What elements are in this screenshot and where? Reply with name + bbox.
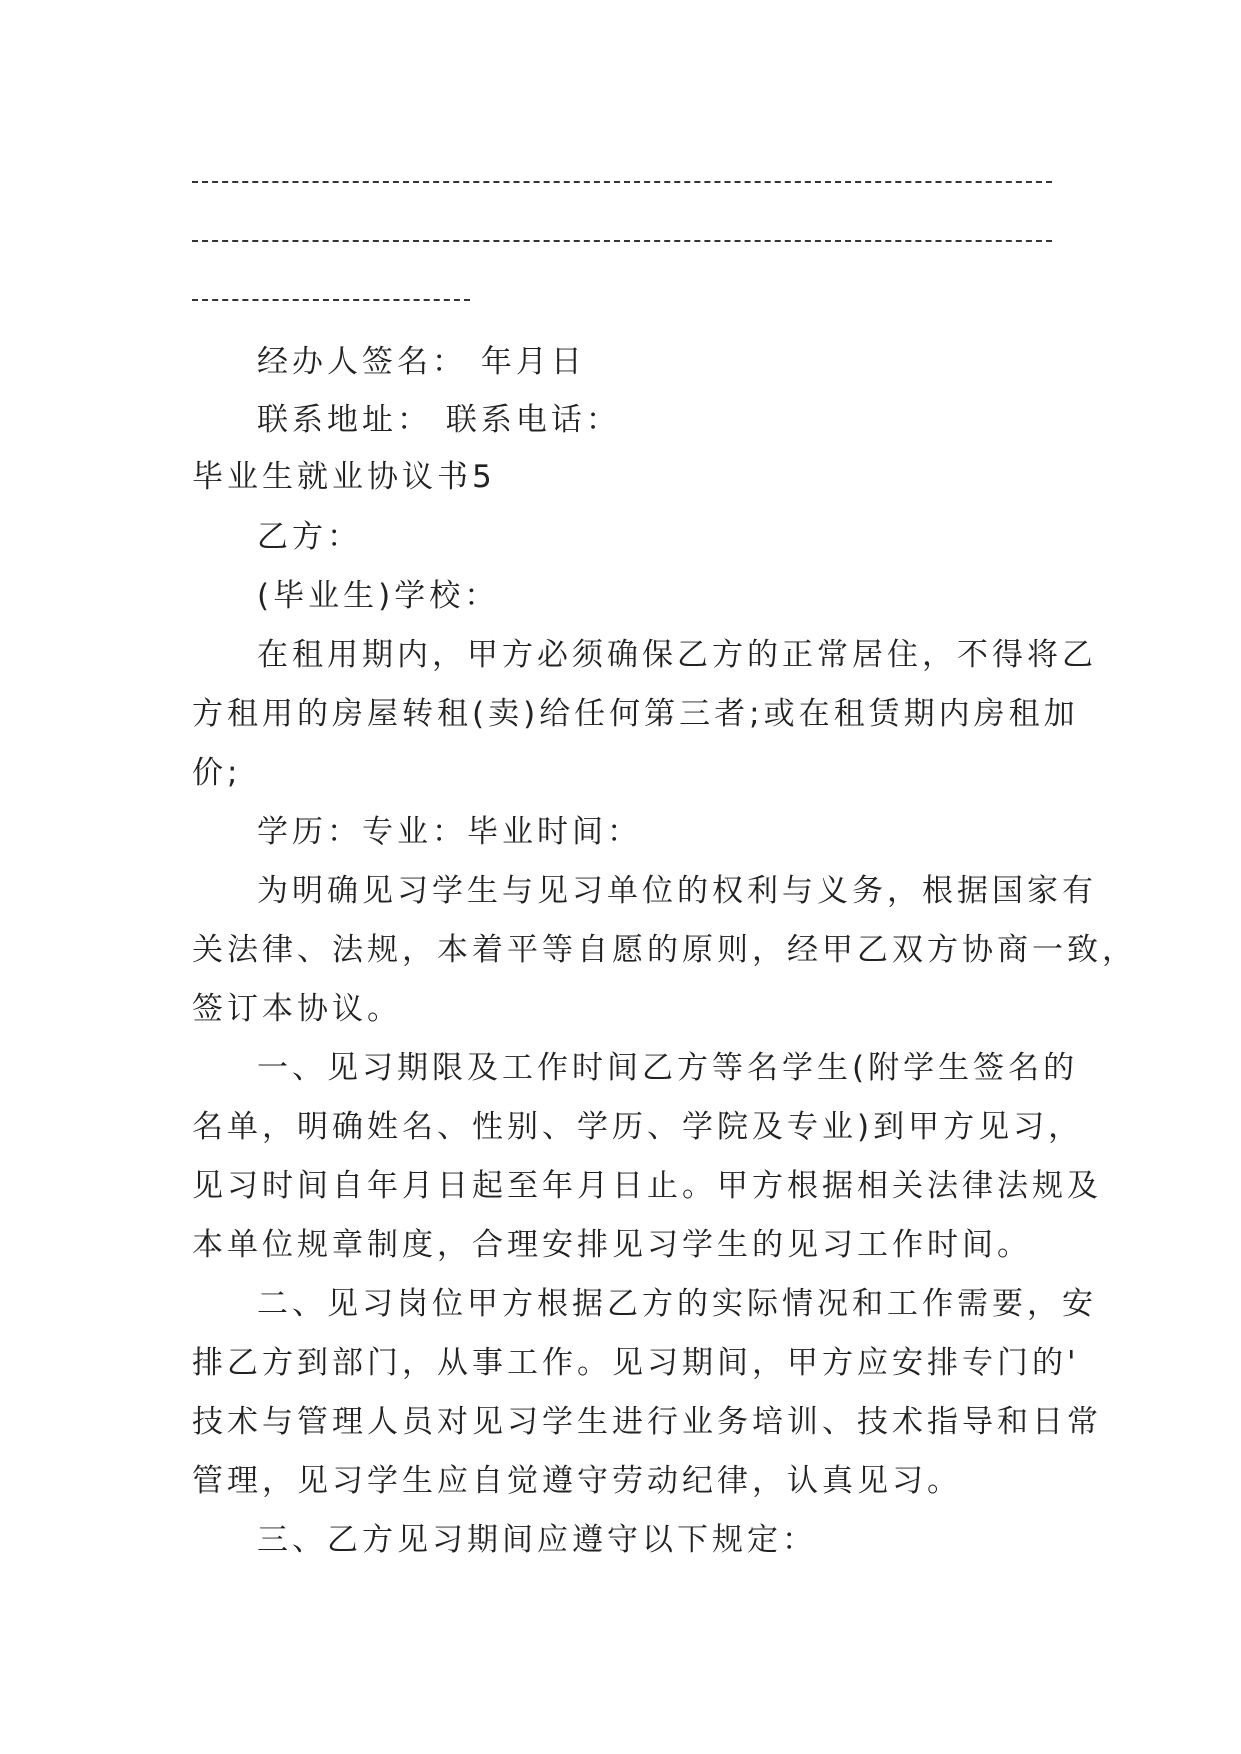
- signer-line: 经办人签名： 年月日: [257, 344, 586, 380]
- education-line: 学历：专业：毕业时间：: [257, 814, 642, 850]
- clause-1-line: 一、见习期限及工作时间乙方等名学生(附学生签名的: [257, 1050, 1079, 1086]
- clause-1-line: 名单，明确姓名、性别、学历、学院及专业)到甲方见习，: [192, 1109, 1084, 1145]
- clause-2-line: 排乙方到部门，从事工作。见习期间，甲方应安排专门的': [192, 1345, 1080, 1381]
- preamble-line: 关法律、法规，本着平等自愿的原则，经甲乙双方协商一致，: [192, 932, 1137, 968]
- party-b-line: 乙方：: [257, 519, 362, 555]
- clause-2-line: 二、见习岗位甲方根据乙方的实际情况和工作需要，安: [257, 1286, 1097, 1322]
- blank-fill-line-1: [192, 181, 1052, 183]
- lease-clause-line: 方租用的房屋转租(卖)给任何第三者;或在租赁期内房租加: [192, 696, 1079, 732]
- clause-2-line: 技术与管理人员对见习学生进行业务培训、技术指导和日常: [192, 1404, 1102, 1440]
- contact-line: 联系地址： 联系电话：: [257, 402, 621, 438]
- blank-fill-line-3: [192, 299, 470, 301]
- preamble-line: 为明确见习学生与见习单位的权利与义务，根据国家有: [257, 873, 1097, 909]
- clause-3-line: 三、乙方见习期间应遵守以下规定：: [257, 1522, 817, 1558]
- clause-1-line: 见习时间自年月日起至年月日止。甲方根据相关法律法规及: [192, 1168, 1102, 1204]
- preamble-line: 签订本协议。: [192, 991, 402, 1027]
- lease-clause-line: 在租用期内，甲方必须确保乙方的正常居住，不得将乙: [257, 637, 1097, 673]
- clause-2-line: 管理，见习学生应自觉遵守劳动纪律，认真见习。: [192, 1463, 962, 1499]
- document-heading: 毕业生就业协议书5: [192, 459, 496, 495]
- school-line: (毕业生)学校：: [257, 578, 500, 614]
- lease-clause-line: 价;: [192, 755, 242, 791]
- clause-1-line: 本单位规章制度，合理安排见习学生的见习工作时间。: [192, 1227, 1032, 1263]
- blank-fill-line-2: [192, 240, 1052, 242]
